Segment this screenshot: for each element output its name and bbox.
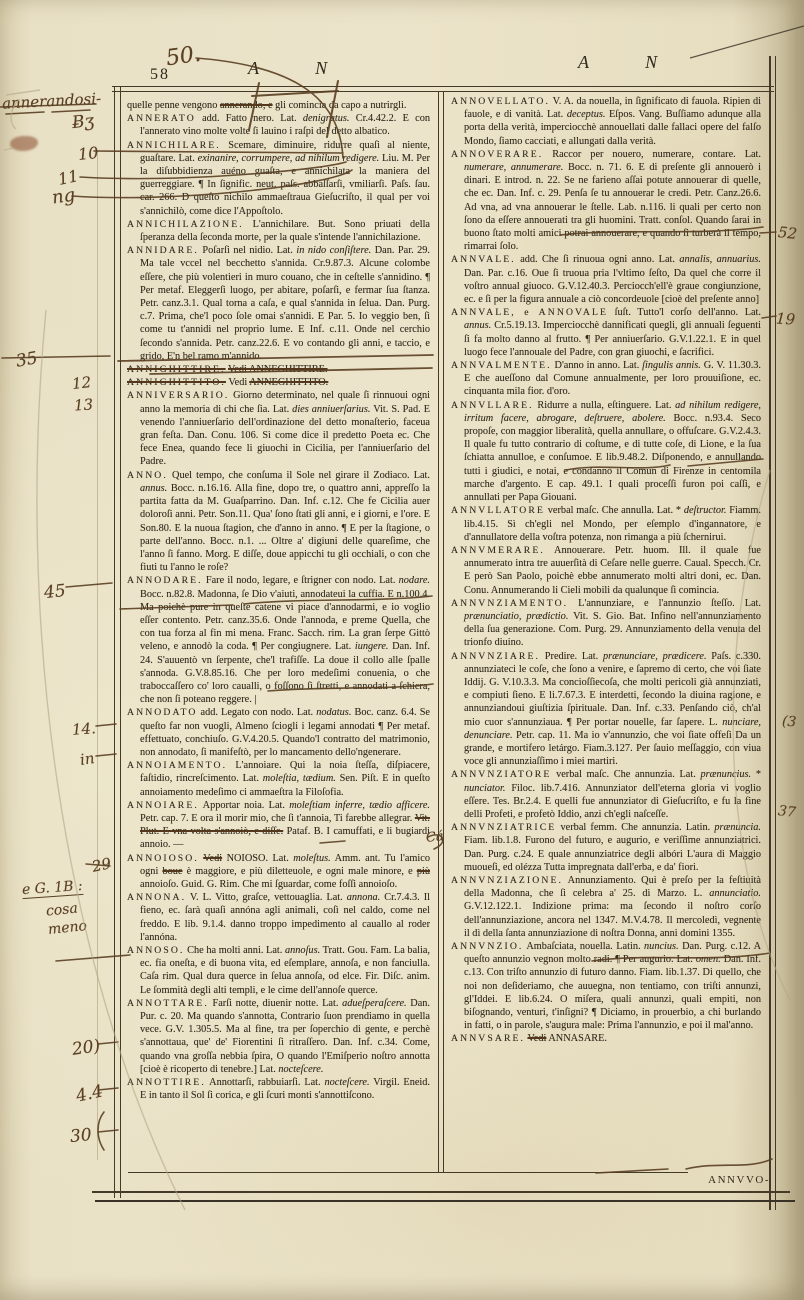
dictionary-entry: ANNVNZIAZIONE. Annunziamento. Qui è preſo per la feſtiuità della Madonna, che ſi celebra a' 25. di Marzo. L. annunciatio. G.V.12.122.1. Indizione prima: ma ſecondo il noſtro corſo dell'annunziazione, ancora nel 1347. M.V.4.78. Il mercoledì, vegnente il dì della ſanta annunziazione di noſtra Donna, anni domini 1355.	[451, 874, 761, 939]
dictionary-entry: ANNVNZIATORE verbal maſc. Che annunzia. Lat. prænuncius. * nunciator. Filoc. lib.7.416. Annunziator dell'eterna gloria vi voglio eſſere. Tes. Br.2.4. E quelli fue annunziator di Gieſucriſto, e fu la fine delli Profeti, e profetò Iddio, anzi ch'egli naſceſſe.	[451, 769, 761, 820]
dictionary-entry: ANNOTTIRE. Annottarſi, rabbuiarſi. Lat. nocteſcere. Virgil. Eneid. E in tanto il Sol ſi corica, e gli ſcuri monti s'annottiſcono.	[127, 1077, 430, 1102]
dictionary-entry: ANNVNZIO. Ambaſciata, nouella. Latin. nuncius. Dan. Purg. c.12. A queſto annunzio vegnon molto radi. ¶ Per augurio. Lat. omen. Dan. Inf. c.13. Con triſto annunzio di futuro danno. Fiam. lib.1.37. Di quello, che noi non deſideriamo, che auuegna, non tentiamo, con triſti annunzi, gl'Iddei. E lib.6.24. O miſera, quali annunzi, quali empiti, non biſognando, venturi, t'inſigni? ¶ Diciamo, in prouerbio, a chi burlando in fatti, o in parole, s'augura male: Prima l'annunzio, e poi il mal'anno.	[451, 941, 761, 1032]
dictionary-entry: ANNVNZIARE. Predire. Lat. prænunciare, prædicere. Paſs. c.330. annunziateci le coſe, che ſono a venire, e ſapremo di certo, che voi ſiate Iddij. G. V.10.3.3. Ma concioſſiecoſa, che molti pericoli già annunziati, e compiuti ſieno. E li.7.67.3. E interdetti, ſecondo la diuina ragione, e annunziandoui giuſtizia ſpirituale. Dan. Inf. c.33. Penſando ciò, ch'al mio cuor s'annunziaua. ¶ Per portar nouelle, far ſapere. L. nunciare, denunciare. Petr. cap. 11. Ma io v'annunzio, che voi ſiate offeſi Da un grande, e mortifero letárgo. Fiam.3.127. Per ſauio meſſaggio, con viua voce gli annunziaſſimo i miei martiri.	[451, 650, 761, 768]
entry-headword: ANNOIOSO.	[127, 852, 199, 864]
dictionary-entry: ANNOSO. Che ha molti anni. Lat. annoſus. Tratt. Gou. Fam. La balia, ec. fia oneſta, e di buona vita, ed eſemplare, annoſa, e non fanciulla. Caſa rim. Qual dura querce in ſelua annoſa, od elce. Fir. Diſc. anim. Le ſommità degli alti templi, e le cime dell'annoſe querce.	[127, 945, 430, 996]
right-rule-1	[769, 56, 771, 1210]
handwritten-note: 13	[73, 395, 94, 415]
entry-headword: ANNICHILARE.	[127, 139, 221, 151]
entry-headword: ANNICHILAZIONE.	[127, 218, 244, 230]
dictionary-entry: ANNOIOSO. Vedi NOIOSO. Lat. moleſtus. Amm. ant. Tu l'amico ogni boue è maggiore, e più diletteuole, e ogni male minore, e più annoioſo. Guid. G. Rim. Che mi ſguardar, come foſſi annoioſo.	[127, 852, 430, 890]
handwritten-note: Cá	[425, 829, 445, 846]
entry-headword: ANNVNZIAMENTO.	[451, 597, 569, 609]
dictionary-entry: ANNIDARE. Poſarſi nel nidio. Lat. in nido conſiſtere. Dan. Par. 29. Ma tale vccel nel becchetto s'annida. Cr.9.87.3. Alcune colombe eſſere, che più volentieri in muro couano, che in ceſtelle s'annidino. ¶ Per metaf. Eleggerſi luogo, per abitare, poſarſi, e fermar ſua ſtanza. Petr. canz.3.1. Qual torna a caſa, e qual s'annida in ſelua. Dan. Purg. c.7. Prima, che'l poco ſole omai s'annidi. E Par. 5. Io veggio ben, ſì come tu t'annidi nel proprio lume. E Inf. c.11. Onde nel cerchio ſecondo s'annida. Petr. canz.22.6. E vo contando gli anni, e taccio, e grido, E'n bel ramo m'annido.	[127, 245, 430, 362]
entry-headword: ANNVNZIATRICE	[451, 822, 557, 834]
handwritten-note: 52	[777, 223, 798, 243]
running-head-right: A N	[578, 52, 684, 72]
dictionary-entry: ANNVLLATORE verbal maſc. Che annulla. Lat. * deſtructor. Fiamm. lib.4.15. Sì ch'egli nel Mondo, per eſemplo d'ingannatore, e d'annullatore della voſtra potenza, non rimanga a più ſchernirui.	[451, 505, 761, 543]
handwritten-note: Ƀʒ	[71, 110, 96, 134]
dictionary-entry: ANNIGHITTITO. Vedi ANNEGHITTITO.	[127, 377, 329, 389]
dictionary-entry: ANNOIAMENTO. L'annoiare. Qui la noia ſteſſa, diſpiacere, faſtidio, rincreſcimento. Lat. moleſtia, tædium. Sen. Piſt. E in queſto annoiamento medeſimo ci ammaeſtra la Filoſofia.	[127, 760, 430, 798]
bottom-rule-1	[92, 1191, 790, 1193]
right-rule-2	[775, 56, 776, 1210]
entry-headword: ANNVMERARE.	[451, 544, 545, 556]
entry-headword: ANNIVERSARIO.	[127, 390, 230, 402]
handwritten-note: e G. 1B :	[21, 877, 84, 899]
dictionary-entry: ANNODATO add. Legato con nodo. Lat. nodatus. Boc. canz. 6.4. Se queſto far non vuogli, Almeno ſciogli i legami annodati ¶ Per metaf. effettuato, conchiuſo. G.V.4.20.5. Quando'l contratto del matrimonio, non annodato, ſi manifeſtò, per lo mancamento dello'ngenerare.	[127, 707, 430, 758]
entry-headword: ANNO.	[127, 469, 168, 481]
entry-headword: ANNONA.	[127, 892, 187, 904]
handwritten-note: 10	[77, 142, 100, 165]
handwritten-note: 37	[777, 803, 797, 821]
left-text-column	[127, 99, 430, 1171]
handwritten-note: (3	[781, 713, 797, 731]
handwritten-note: ng	[50, 184, 77, 209]
entry-headword: ANNIGHITTITO.	[127, 377, 226, 389]
entry-headword: ANNVALMENTE.	[451, 360, 552, 372]
dictionary-entry: ANNVALE. add. Che ſi rinuoua ogni anno. Lat. annalis, annuarius. Dan. Par. c.16. Oue ſi truoua pria l'vltimo ſeſto, Da quel che corre il voſtro annual giuoco. G.V.12.40.3. Perciocch'ell'è graue congiunzione, ec. e ſì per la figura annuale a ciò concordeuole [cioè del preſente anno]	[451, 254, 761, 306]
entry-headword: ANNVLLATORE	[451, 505, 545, 517]
dictionary-entry: ANNVALE, e ANNOVALE ſuſt. Tutto'l corſo dell'anno. Lat. annus. Cr.5.19.13. Imperciocchè dannificati quegli, gli annuali ſeguenti ſi fa molto danno al frutto. ¶ Per anniuerſario. G.V.1.22.1. E in quel luogo fece l'annouale del Padre, con gran giuochi, e ſacrifici.	[451, 307, 761, 358]
top-rule-1	[112, 86, 774, 87]
dictionary-entry: ANNIGHITTIRE. Vedi ANNEGHITTIRE.	[127, 364, 328, 376]
column-divider-2	[443, 91, 444, 1173]
handwritten-note: 11	[56, 166, 81, 189]
handwritten-note: 29	[90, 854, 113, 876]
dictionary-entry: ANNONA. V. L. Vitto, graſce, vettouaglia. Lat. annona. Cr.7.4.3. Il fieno, ec. ſarà quaſi annóna agli animali, coſì nel caldo, come nel freddo. E lib. 9.1.4. danno troppo impedimento al cauallo al roder l'annóna.	[127, 892, 430, 943]
left-rule-1	[114, 86, 115, 1198]
dictionary-entry: ANNOTTARE. Farſi notte, diuenir notte. Lat. adueſperaſcere. Dan. Pur. c. 20. Ma quando s'annotta, Contrario ſuon prendiamo in quella vece. G.V. 1.305.5. Ma al fine, tra per ſoperchio di gente, e perchè s'annottaua, que' de' Fiorentini ſi ritraſſero. Dan. Inf. c.34. Come, quando vna groſſa nebbia ſpira, O quando l'Emiſperio noſtro annotta [cioè è ricoperto di tenebre.] Lat. nocteſcere.	[127, 997, 430, 1075]
dictionary-entry: ANNVNZIAMENTO. L'annunziare, e l'annunzio ſteſſo. Lat. prænunciatio, prædictio. Vit. S. Gio. Bat. Infino nell'annunziamento della ſua generazione. Com. Purg. 29. Annunziamento della venuta del trionfo diuino.	[451, 597, 761, 649]
handwritten-note: 35	[14, 348, 40, 372]
dictionary-entry: ANNODARE. Fare il nodo, legare, e ſtrigner con nodo. Lat. nodare. Bocc. n.82.8. Madonna, ſe Dio v'aiuti, annodateui la cuffia. E n.100.4. Ma poichè pure in queſte catene vi piace d'annodarmi, e io voglio eſſer contento. Petr. canz.35.6. Onde l'annoda, e preme Quella, che con tua forza al fin mi mena. Franc. Sacch. rim. La gran ſerpe Gittò veleno, e annodò la coda. ¶ Per congiugnere. Lat. iungere. Dan. Inf. 24. S'auuentò vn ſerpente, che'l trafiſſe. La doue il collo alle ſpalle s'annoda. G.V.8.85.16. Che per loro medeſimi conuenia, o che traboccaſſero co' loro caualli, o foſſono ſì ſtretti, e annodati a ſchiera, che non ſi poteano reggere. |	[127, 575, 430, 706]
entry-headword: ANNOTTIRE.	[127, 1077, 206, 1089]
handwritten-note: 30	[69, 1124, 93, 1148]
left-rule-2	[120, 86, 121, 1198]
entry-headword: ANNOVELLATO.	[451, 96, 551, 107]
entry-headword: ANNVALE, e ANNOVALE	[451, 307, 609, 319]
handwritten-note: 19	[775, 309, 796, 329]
handwritten-note: 50.	[164, 41, 203, 72]
entry-headword: ANNOIARE.	[127, 799, 199, 811]
entry-headword: ANNVNZIO.	[451, 941, 524, 952]
entry-headword: ANNODARE.	[127, 575, 203, 587]
handwritten-note: 45	[43, 580, 67, 604]
entry-headword: ANNVNZIATORE	[451, 769, 552, 781]
handwritten-note: annerandosi-	[1, 89, 102, 113]
entry-headword: ANNOIAMENTO.	[127, 760, 228, 772]
entry-headword: ANNVNZIARE.	[451, 650, 541, 662]
text-block-bottom-rule	[128, 1172, 688, 1173]
dictionary-entry: ANNVMERARE. Annouerare. Petr. huom. Ill. il quale fue annumerato intra tre auuerſità di Ceſare nelle guerre. Caual. Specch. Cr. E però San Paolo, poichè ebbe annumerato molti altri doni, ec. Dan. Conu. Annumerando li Cieli mobili da qualunque ſi comincia.	[451, 544, 761, 596]
entry-headword: ANNVNZIAZIONE.	[451, 874, 563, 886]
dictionary-entry: ANNVALMENTE. D'anno in anno. Lat. ſingulis annis. G. V. 11.30.3. E che aueſſono dal Comune annualmente, per loro prouuiſione, ec. cinquanta mila fior. d'oro.	[451, 360, 761, 398]
entry-headword: ANNOSO.	[127, 945, 185, 956]
dictionary-entry: ANNVLLARE. Ridurre a nulla, eſtinguere. Lat. ad nihilum redigere, irritum facere, abrogare, deſtruere, abolere. Bocc. n.93.4. Seco propoſe, con maggior liberalità, quella annullare, o offuſcare. G.V.2.4.3. Il quale fu tutto contrario di coſtume, e di tutte coſe, di Lione, e la ſua ſchiatta annulloe, e conſumoe. E lib.9.48.2. Diſponendo, e annullando tutti i giudici, e notai, e condannò il Comun di Firenze in centomila marche d'argento. E cap. 49.1. I quali proceſſi furon poi caſſi, e annullati per Papa Giouani.	[451, 399, 761, 504]
handwritten-note: 20)	[70, 1036, 102, 1060]
dictionary-entry: ANNIVERSARIO. Giorno determinato, nel quale ſi rinnuoui ogni anno la memoria di chi che ſia. Lat. dies anniuerſarius. Vit. S. Pad. E venendo l'anniuerſario dell'ordinazione del detto monaſterio, faceua gran feſta. Dan. Conu. 106. Sì come dice il predetto Poeta ec. Che fece Enea, quando fece li giuochi in Cicilia, per l'anniuerſario del Padre.	[127, 390, 430, 468]
bottom-rule-2	[95, 1200, 795, 1202]
handwritten-note: 12	[71, 373, 92, 393]
dictionary-entry: ANNICHILAZIONE. L'annichilare. But. Sono priuati della ſperanza della ſeconda morte, per la quale s'intende l'annichilazione.	[127, 218, 430, 244]
entry-headword: ANNVLLARE.	[451, 399, 534, 411]
column-divider-1	[438, 91, 439, 1173]
dictionary-entry: ANNVNZIATRICE verbal femm. Che annunzia. Latin. prænuncia. Fiam. lib.1.8. Furono del futuro, e augurio, e veriſſime annunziatrici. Dan. Purg. c.24. E quale annunziatrice degli albóri L'aura di Maggio muoueſi, ed olézza Tutta impregnata dall'erba, e da' fiori.	[451, 822, 761, 873]
entry-headword: ANNODATO	[127, 707, 198, 719]
dictionary-entry: ANNOIARE. Apportar noia. Lat. moleſtiam inferre, tædio afficere. Petr. cap. 7. E ora il morir mio, che ſi t'annoia, Ti farebbe allegrar. Vit. Plut. E vna volta s'annoiò, e diſſe. Pataf. B. I camuffati, e li bugiardi annoio. —	[127, 799, 430, 851]
entry-headword: ANNIGHITTIRE.	[127, 364, 226, 376]
entry-headword: ANNVALE.	[451, 254, 516, 266]
dictionary-entry: ANNICHILARE. Scemare, diminuire, ridurre quaſi al niente, guaſtare. Lat. exinanire, corrumpere, ad nihilum redigere. Liu. M. Per la diſubbidienza auéno guaſta, e annichilata la maniera del guerreggiare. ¶ In ſignific. neut. paſs. abbaſſarſi, vmiliarſi. Paſs. ſau. car. 266. D queſto nichilo ammaeſtraua Gieſucriſto, il qual per voi s'annichilò, come dice l'Appoſtolo.	[127, 139, 430, 217]
entry-headword: ANNOTTARE.	[127, 997, 209, 1009]
handwritten-note: 14.	[71, 719, 97, 739]
dictionary-entry: ANNO. Quel tempo, che conſuma il Sole nel girare il Zodiaco. Lat. annus. Bocc. n.16.16. Alla fine, dopo tre, o quattro anni, appreſſo la partita fatta da M. Guaſparrino. Dan. Inf. c.12. Che fe Cicilia auer doloroſi anni. Petr. Son.11. Qua' ſono ſtati gli anni, e i giorni, e l'ore. E Son.80. E la nuoua ſtagion, che d'anno in anno. ¶ E per la ſtagione, o parte dell'anno. Bocc. n.1. ... Oltre a' digiuni delle quareſime, che l'anno ſi fanno. Morg. E diſſe, doue appicchi tu gli occhiali, o con che fiuti tu l'anno le roſe?	[127, 469, 430, 574]
dictionary-entry: quelle penne vengono annerando, e gli comincia da capo a nutrirgli.	[127, 100, 407, 111]
handwritten-note: 4.4	[74, 1081, 105, 1107]
handwritten-note: in	[78, 749, 96, 769]
right-text-column	[451, 95, 761, 1171]
catchword: ANNVVO-	[708, 1174, 770, 1186]
handwritten-note: meno	[47, 918, 88, 938]
entry-headword: ANNERATO	[127, 113, 196, 125]
entry-headword: ANNOVERARE.	[451, 148, 544, 160]
dictionary-entry: ANNOVERARE. Raccor per nouero, numerare, contare. Lat. numerare, annumerare. Bocc. n. 71. 6. E di preſente gli annouerò i dinari. E introd. n. 22. Se ne farieno aſſai potute annouerar di quelle, che ec. Dan. Inf. c. 29. Penſa ſe tu annouerar le credi. Petr. Canz.26.6. Ad vna, ad vna annouerar le ſtelle. Lab. n.116. li quali per certo non ſono da eſſere annouerati tra gli huomini. Tratt. conſol. Quando ſarai in buono ſtato molti amici potrai annouerare, e quando ſi turberà il tempo, rimarrai ſolo.	[451, 148, 761, 253]
dictionary-entry: ANNERATO add. Fatto nero. Lat. denigratus. Cr.4.42.2. E con l'annerato vino molte volte ſi lauino i raſpi del detto albatico.	[127, 113, 430, 138]
fold-line	[97, 150, 98, 1160]
dictionary-entry: ANNVSARE. Vedi ANNASARE.	[451, 1033, 607, 1045]
handwritten-note: cosa	[45, 900, 79, 920]
entry-headword: ANNIDARE.	[127, 245, 199, 257]
dictionary-entry: ANNOVELLATO. V. A. da nouella, in ſignificato di fauola. Ripien di fauole, e di vanità. Lat. deceptus. Eſpos. Vang. Buſſiamo adunque alla porta della verità, imperciocchè annouellati dalle fallaci opere del falſo Mondo, ſiamo cacciati, e allungati dalla verità.	[451, 96, 761, 147]
entry-headword: ANNVSARE.	[451, 1033, 526, 1045]
running-head-left: A N	[248, 58, 354, 78]
page-number: 58	[150, 66, 170, 83]
